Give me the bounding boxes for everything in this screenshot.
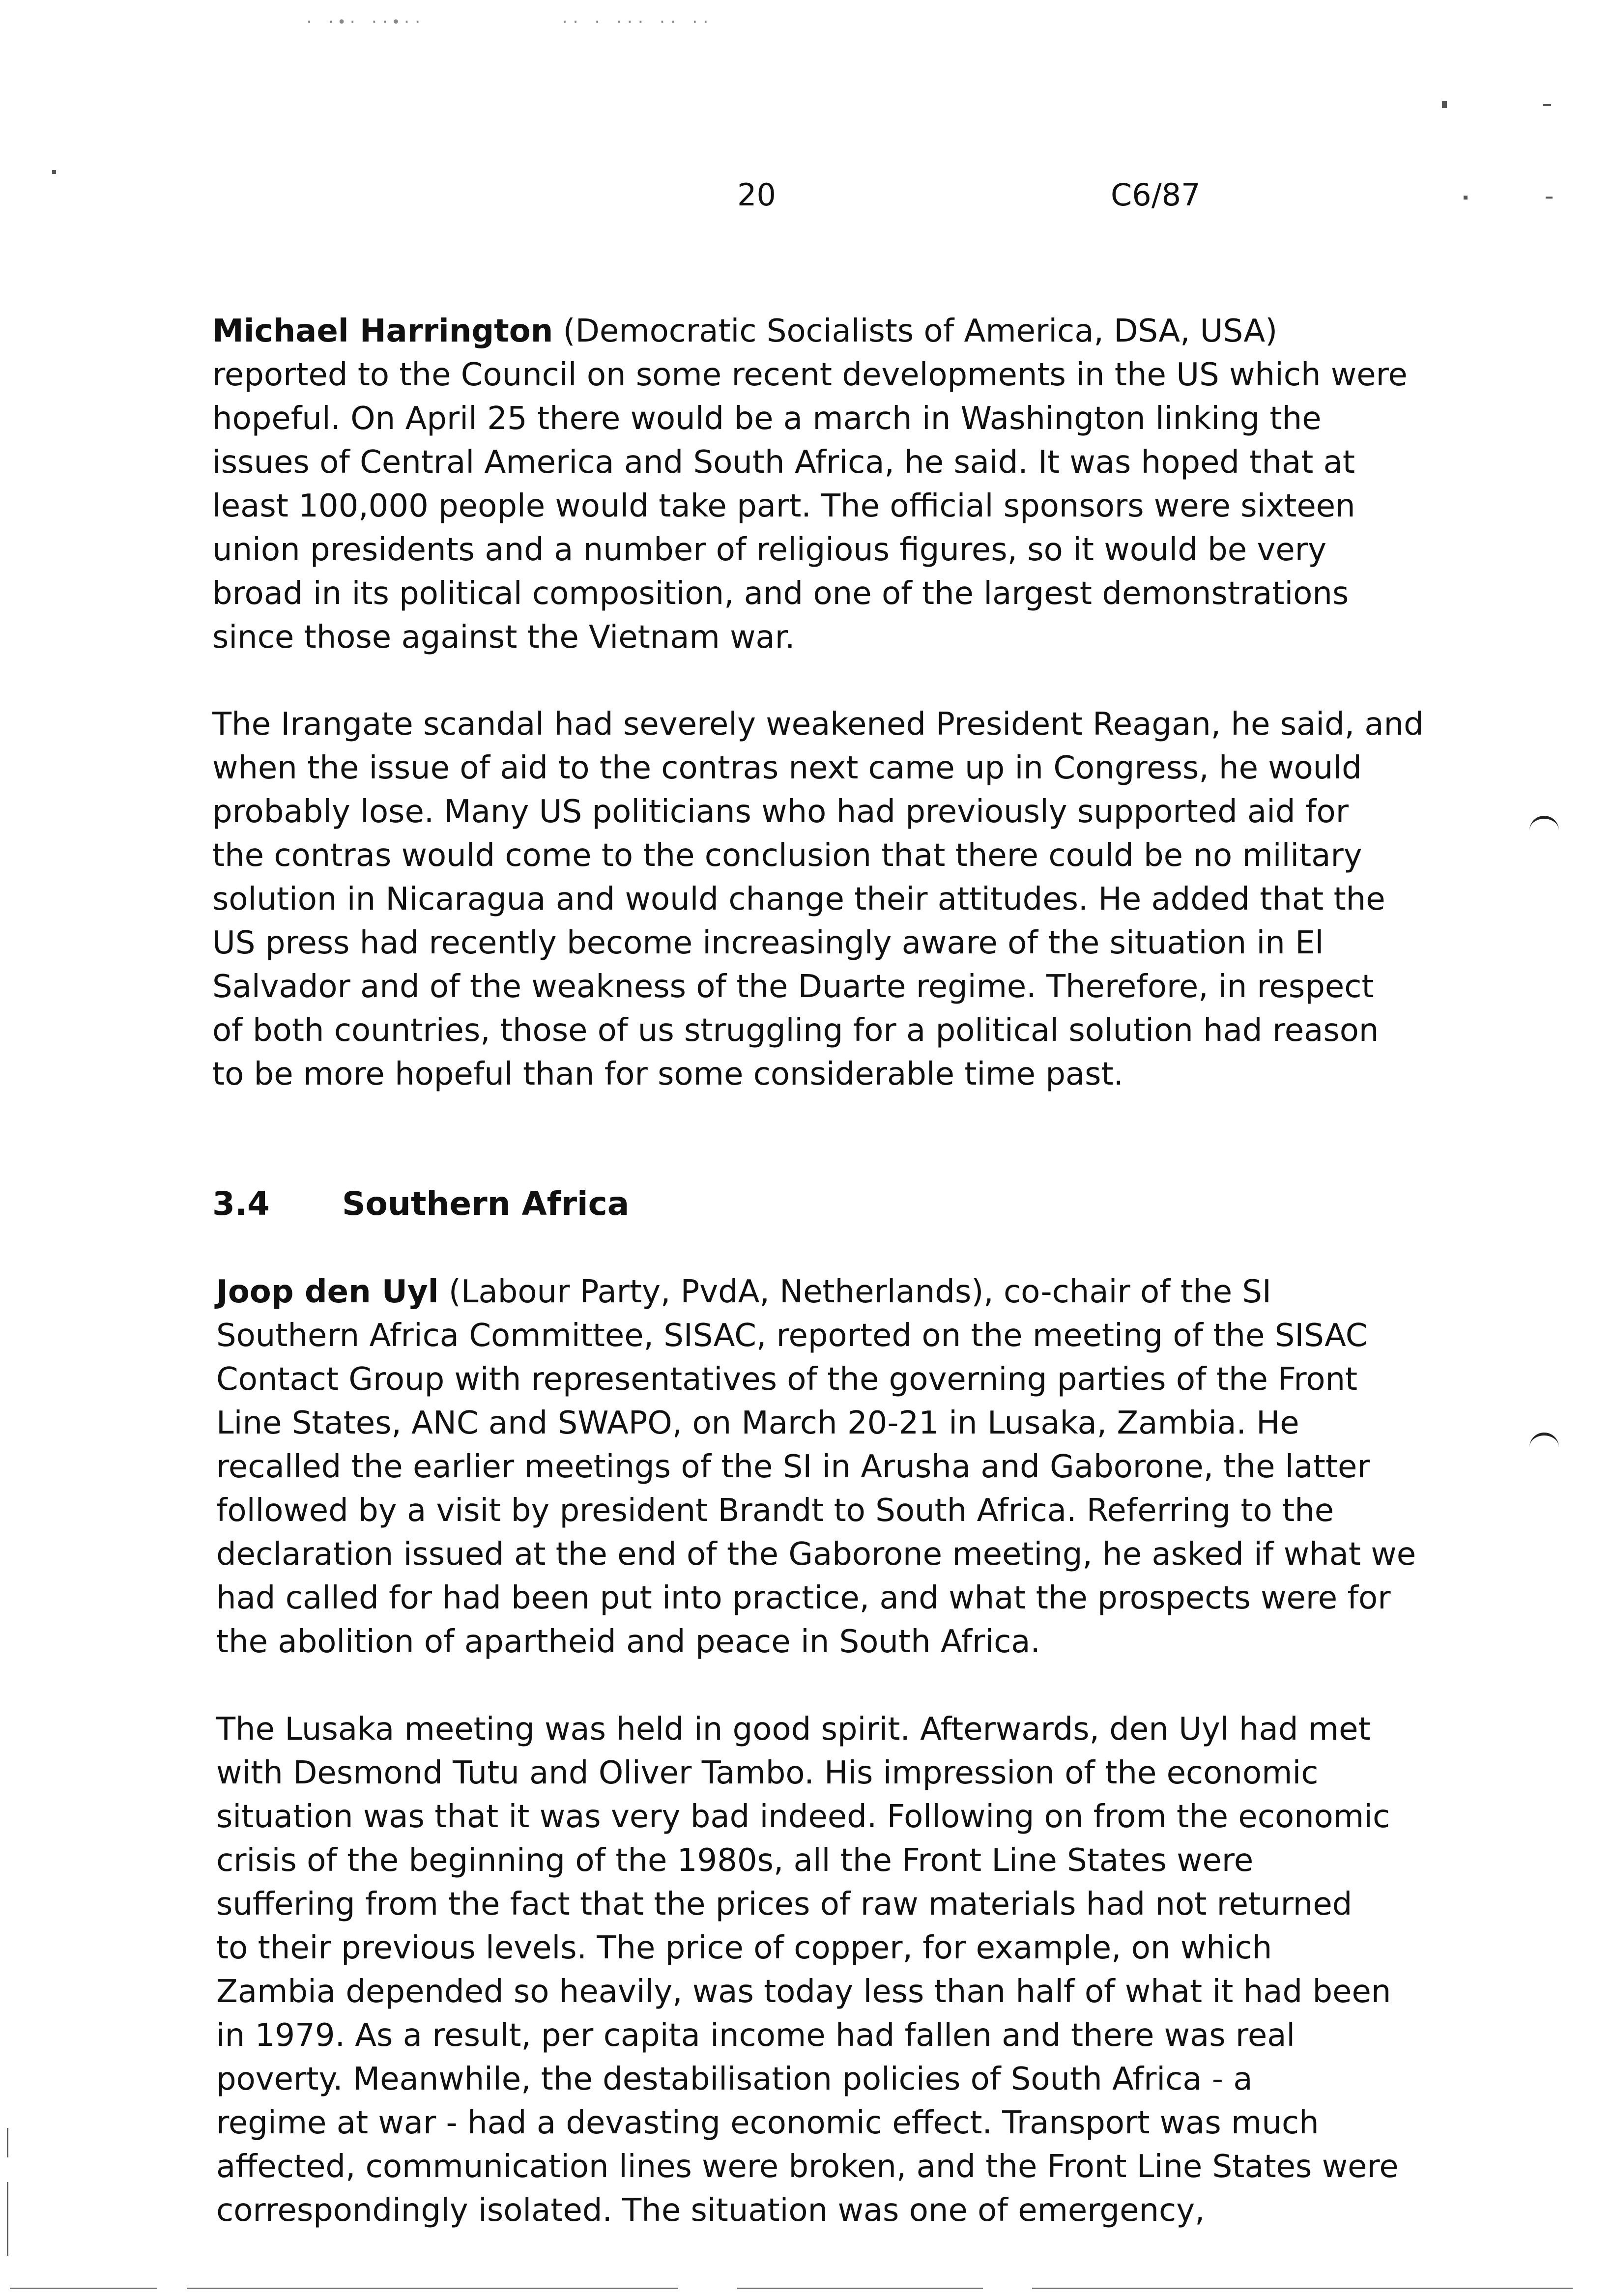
text-line: suffering from the fact that the prices of raw materials had not returned xyxy=(216,1886,1353,1923)
text-line: probably lose. Many US politicians who had previously supported aid for xyxy=(212,794,1349,830)
scan-dot xyxy=(1442,101,1447,108)
scan-dot xyxy=(52,170,56,174)
page-edge-rule xyxy=(10,2288,157,2289)
text-line: Line States, ANC and SWAPO, on March 20-21 in Lusaka, Zambia. He xyxy=(216,1405,1299,1441)
margin-curve-mark xyxy=(1529,816,1559,832)
text-line: the abolition of apartheid and peace in South Africa. xyxy=(216,1624,1040,1660)
text-line: The Irangate scandal had severely weakened President Reagan, he said, and xyxy=(212,706,1424,743)
text-line xyxy=(212,310,1402,353)
speaker-name: Joop den Uyl xyxy=(216,1274,439,1310)
text-line: least 100,000 people would take part. The official sponsors were sixteen xyxy=(212,488,1355,524)
text-line: reported to the Council on some recent developments in the US which were xyxy=(212,357,1408,393)
text-line: issues of Central America and South Africa, he said. It was hoped that at xyxy=(212,444,1355,481)
text-line: situation was that it was very bad indeed. Following on from the economic xyxy=(216,1799,1390,1835)
paragraph-den-uyl-intro xyxy=(216,1270,1416,1664)
text-line: Zambia depended so heavily, was today less than half of what it had been xyxy=(216,1974,1391,2010)
text-line: to be more hopeful than for some considerable time past. xyxy=(212,1056,1123,1092)
text-line: regime at war - had a devasting economic effect. Transport was much xyxy=(216,2105,1319,2141)
text-line xyxy=(216,1270,1406,1314)
text-line: crisis of the beginning of the 1980s, all the Front Line States were xyxy=(216,1842,1254,1879)
text-line: when the issue of aid to the contras next came up in Congress, he would xyxy=(212,750,1362,786)
scan-artifact-top-2: ·· · ··· ·· ·· xyxy=(560,14,712,31)
section-title: Southern Africa xyxy=(342,1185,630,1223)
text-line: in 1979. As a result, per capita income had fallen and there was real xyxy=(216,2017,1295,2054)
text-line: followed by a visit by president Brandt to South Africa. Referring to the xyxy=(216,1492,1334,1529)
text-line: solution in Nicaragua and would change their attitudes. He added that the xyxy=(212,881,1385,918)
binding-mark xyxy=(7,2182,8,2256)
binding-mark xyxy=(7,2128,8,2157)
text-line: declaration issued at the end of the Gaborone meeting, he asked if what we xyxy=(216,1536,1416,1573)
margin-curve-mark xyxy=(1529,1433,1559,1448)
text-line: Contact Group with representatives of the governing parties of the Front xyxy=(216,1361,1358,1398)
text-line: recalled the earlier meetings of the SI in Arusha and Gaborone, the latter xyxy=(216,1449,1370,1485)
paragraph-irangate xyxy=(212,703,1424,1096)
text-line: Salvador and of the weakness of the Duarte regime. Therefore, in respect xyxy=(212,969,1374,1005)
text-line: had called for had been put into practice, and what the prospects were for xyxy=(216,1580,1391,1616)
document-code: C6/87 xyxy=(1111,177,1201,213)
page-number: 20 xyxy=(737,177,776,213)
text-line: US press had recently become increasingly aware of the situation in El xyxy=(212,925,1324,961)
text-line: the contras would come to the conclusion that there could be no military xyxy=(212,837,1362,874)
line-text: (Democratic Socialists of America, DSA, USA) xyxy=(553,313,1278,349)
text-line: poverty. Meanwhile, the destabilisation policies of South Africa - a xyxy=(216,2061,1253,2097)
text-line: of both countries, those of us struggling for a political solution had reason xyxy=(212,1012,1379,1049)
text-line: union presidents and a number of religious figures, so it would be very xyxy=(212,532,1326,568)
page-edge-rule xyxy=(737,2288,983,2289)
text-line: since those against the Vietnam war. xyxy=(212,619,795,656)
page-edge-rule xyxy=(187,2288,678,2289)
paragraph-lusaka-meeting xyxy=(216,1708,1406,2233)
text-line: Southern Africa Committee, SISAC, reported on the meeting of the SISAC xyxy=(216,1318,1368,1354)
speaker-name: Michael Harrington xyxy=(212,313,553,349)
page-header xyxy=(0,177,1612,221)
text-line: The Lusaka meeting was held in good spirit. Afterwards, den Uyl had met xyxy=(216,1711,1371,1748)
text-line: hopeful. On April 25 there would be a march in Washington linking the xyxy=(212,401,1322,437)
text-line: correspondingly isolated. The situation was one of emergency, xyxy=(216,2192,1205,2229)
line-text: (Labour Party, PvdA, Netherlands), co-chair of the SI xyxy=(438,1274,1271,1310)
text-line: affected, communication lines were broken, and the Front Line States were xyxy=(216,2149,1399,2185)
page-edge-rule xyxy=(1032,2288,1573,2289)
text-line: with Desmond Tutu and Oliver Tambo. His impression of the economic xyxy=(216,1755,1319,1791)
text-line: broad in its political composition, and one of the largest demonstrations xyxy=(212,575,1349,612)
scan-dash xyxy=(1543,104,1551,106)
scan-artifact-top: · ·•· ··•·· xyxy=(305,14,424,31)
paragraph-harrington-intro xyxy=(212,310,1408,660)
section-number: 3.4 xyxy=(212,1185,270,1223)
text-line: to their previous levels. The price of copper, for example, on which xyxy=(216,1930,1272,1966)
